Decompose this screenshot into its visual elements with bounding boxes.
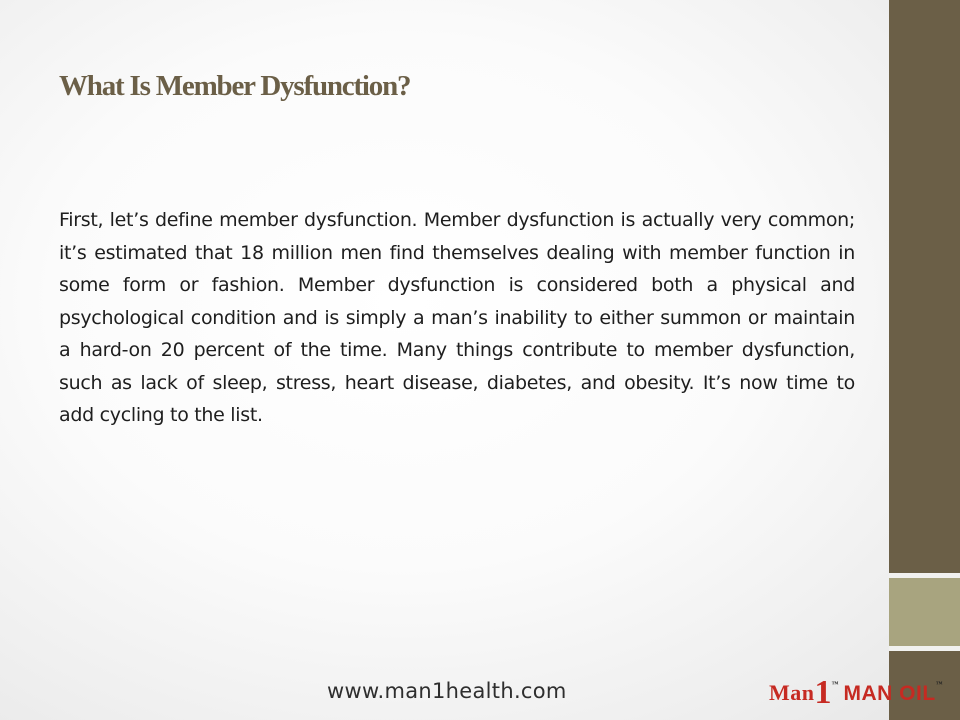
- slide-title: What Is Member Dysfunction?: [59, 70, 411, 102]
- logo-word-man-oil: MAN OIL: [843, 682, 936, 705]
- footer-website-url: www.man1health.com: [327, 679, 567, 703]
- sidebar-bar-middle: [889, 578, 960, 646]
- slide-body-text: First, let’s define member dysfunction. Member dysfunction is actually very common; it’s estimated that 18 million men find themselves dealing with member function in some form or fashion. Member dysfunction is considered both a physical and psychological condition and is simply a man’s inability to either summon or maintain a hard-on 20 percent of the time. Many things contribute to member dysfunction, such as lack of sleep, stress, heart disease, diabetes, and obesity. It’s now time to add cycling to the list.: [59, 209, 855, 426]
- logo-trademark: ™: [831, 680, 839, 688]
- man1-man-oil-logo: [769, 676, 943, 716]
- logo-trademark: ™: [935, 680, 943, 688]
- decorative-sidebar: [889, 0, 960, 720]
- logo-word-man: Man: [769, 680, 815, 705]
- logo-numeral-one: 1: [814, 674, 832, 711]
- sidebar-bar-top: [889, 0, 960, 573]
